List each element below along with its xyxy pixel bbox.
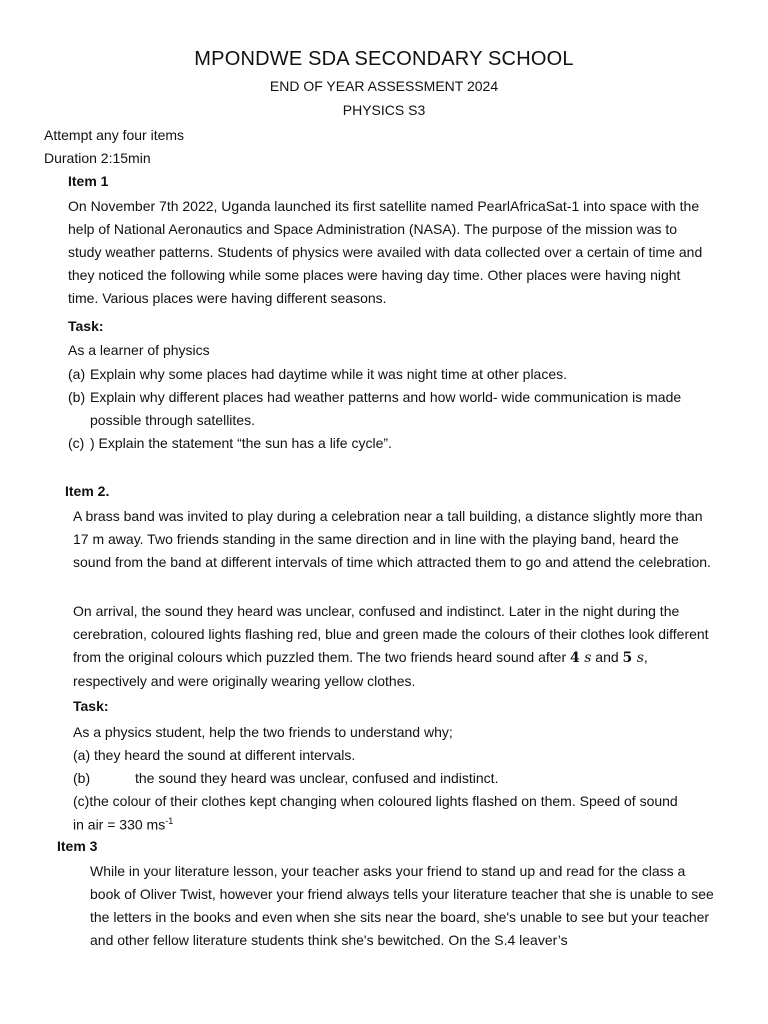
item1-task-intro: As a learner of physics (68, 342, 210, 358)
para2-and: and (591, 649, 623, 665)
item1-task-list (68, 363, 718, 455)
item3-paragraph: While in your literature lesson, your teacher asks your friend to stand up and read for the class a book of Oliver Twist, however your friend always tells your literature teacher that she is unable to see the letters in the books and even when she sits near the board, she's unable to see but your teacher and other fellow literature students think she's bewitched. On the S.4 leaver’s (90, 863, 714, 948)
item2-task-label: Task: (73, 698, 109, 714)
item1-task-label: Task: (68, 318, 104, 334)
time-value-2: 5 s (622, 650, 644, 666)
list-marker: (c) (68, 435, 85, 451)
item1-scenario: On November 7th 2022, Uganda launched its first satellite named PearlAfricaSat-1 into space with the help of National Aeronautics and Space Administration (NASA). The purpose of the mission was to study weather patterns. Students of physics were availed with data collected over a certain of time and they noticed the following while some places were having day time. Other places were having night time. Various places were having different seasons. (68, 198, 703, 306)
item2-task-b-marker: (b) (73, 770, 91, 786)
item2-task-intro: As a physics student, help the two friends to understand why; (73, 724, 453, 740)
assessment-title: END OF YEAR ASSESSMENT 2024 (269, 78, 499, 94)
list-marker: (a) (68, 366, 86, 382)
attempt-instruction: Attempt any four items (44, 127, 185, 143)
list-item (68, 363, 718, 386)
item2-task-b-text: the sound they heard was unclear, confused and indistinct. (135, 770, 499, 786)
school-name: MPONDWE SDA SECONDARY SCHOOL (194, 48, 574, 70)
speed-of-sound-text: in air = 330 ms (73, 816, 166, 833)
list-item (68, 432, 718, 455)
list-item-text: ) Explain the statement “the sun has a life cycle”. (90, 435, 392, 451)
item3-heading: Item 3 (57, 838, 98, 854)
item2-task-a: (a) they heard the sound at different intervals. (73, 747, 356, 763)
item2-task-c-line2 (73, 816, 173, 833)
para2-text: On arrival, the sound they heard was unclear, confused and indistinct. Later in the night during the cerebration, coloured lights flashing red, blue and green made the colours of their clothes look different from the original colours which puzzled them. The two friends heard sound after (73, 603, 709, 665)
subject-title: PHYSICS S3 (342, 102, 426, 118)
list-item-text: Explain why some places had daytime while it was night time at other places. (90, 366, 568, 382)
duration-instruction: Duration 2:15min (44, 150, 151, 166)
item2-heading: Item 2. (65, 483, 110, 499)
item2-paragraph-2 (73, 600, 713, 693)
list-marker: (b) (68, 389, 86, 405)
item2-task-c: (c)the colour of their clothes kept changing when coloured lights flashed on them. Speed of sound (73, 793, 678, 809)
item2-paragraph-1: A brass band was invited to play during a celebration near a tall building, a distance slightly more than 17 m away. Two friends standing in the same direction and in line with the playing band, heard the sound from the band at different intervals of time which attracted them to go and attend the celebration. (73, 508, 711, 570)
time-value-1: 4 s (570, 650, 592, 666)
para2-end: , respectively and were originally wearing yellow clothes. (73, 649, 648, 689)
item1-heading: Item 1 (68, 173, 109, 189)
list-item (68, 386, 718, 432)
unit-exponent: -1 (165, 816, 174, 826)
list-item-text: Explain why different places had weather patterns and how world- wide communication is made possible through satellites. (90, 389, 682, 428)
